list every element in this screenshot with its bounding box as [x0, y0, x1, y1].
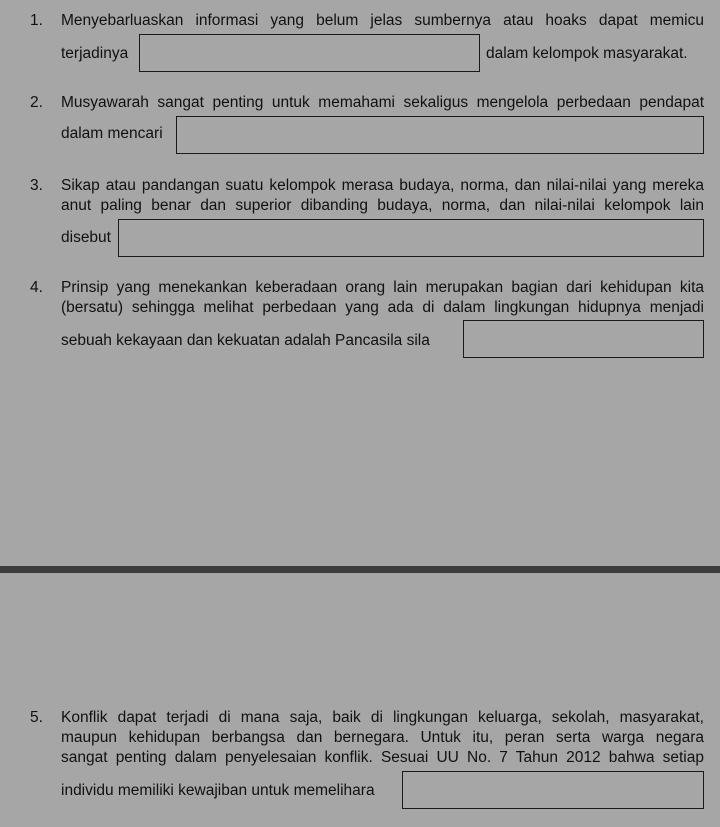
- question-number: 1.: [30, 12, 43, 29]
- question-text-line: Menyebarluaskan informasi yang belum jelas sumbernya atau hoaks dapat memicu: [61, 12, 704, 29]
- question-number: 2.: [30, 94, 43, 111]
- question-text-line: Sikap atau pandangan suatu kelompok merasa budaya, norma, dan nilai-nilai yang mereka: [61, 177, 704, 194]
- question-text-before-blank: sebuah kekayaan dan kekuatan adalah Pancasila sila: [61, 332, 430, 349]
- question-text-line: Prinsip yang menekankan keberadaan orang lain merupakan bagian dari kehidupan kita: [61, 279, 704, 296]
- question-number: 5.: [30, 709, 43, 726]
- question-text-line: Musyawarah sangat penting untuk memahami sekaligus mengelola perbedaan pendapat: [61, 94, 704, 111]
- answer-box-4[interactable]: [463, 320, 704, 358]
- question-number: 3.: [30, 177, 43, 194]
- question-text-line: anut paling benar dan superior dibanding budaya, norma, dan nilai-nilai kelompok lain: [61, 197, 704, 214]
- page-divider: [0, 566, 720, 573]
- question-text-before-blank: dalam mencari: [61, 125, 163, 142]
- question-text-line: (bersatu) sehingga melihat perbedaan yang ada di dalam lingkungan hidupnya menjadi: [61, 299, 704, 316]
- answer-box-5[interactable]: [402, 771, 704, 809]
- question-text-after-blank: dalam kelompok masyarakat.: [486, 45, 688, 62]
- question-text-before-blank: individu memiliki kewajiban untuk memelihara: [61, 782, 375, 799]
- question-text-line: Konflik dapat terjadi di mana saja, baik di lingkungan keluarga, sekolah, masyarakat,: [61, 709, 704, 726]
- question-text-line: sangat penting dalam penyelesaian konflik. Sesuai UU No. 7 Tahun 2012 bahwa setiap: [61, 749, 704, 766]
- answer-box-2[interactable]: [176, 116, 704, 154]
- answer-box-1[interactable]: [139, 34, 480, 72]
- question-number: 4.: [30, 279, 43, 296]
- question-text-before-blank: terjadinya: [61, 45, 129, 62]
- question-text-line: maupun kehidupan berbangsa dan bernegara. Untuk itu, peran serta warga negara: [61, 729, 704, 746]
- question-text-before-blank: disebut: [61, 229, 111, 246]
- answer-box-3[interactable]: [118, 219, 704, 257]
